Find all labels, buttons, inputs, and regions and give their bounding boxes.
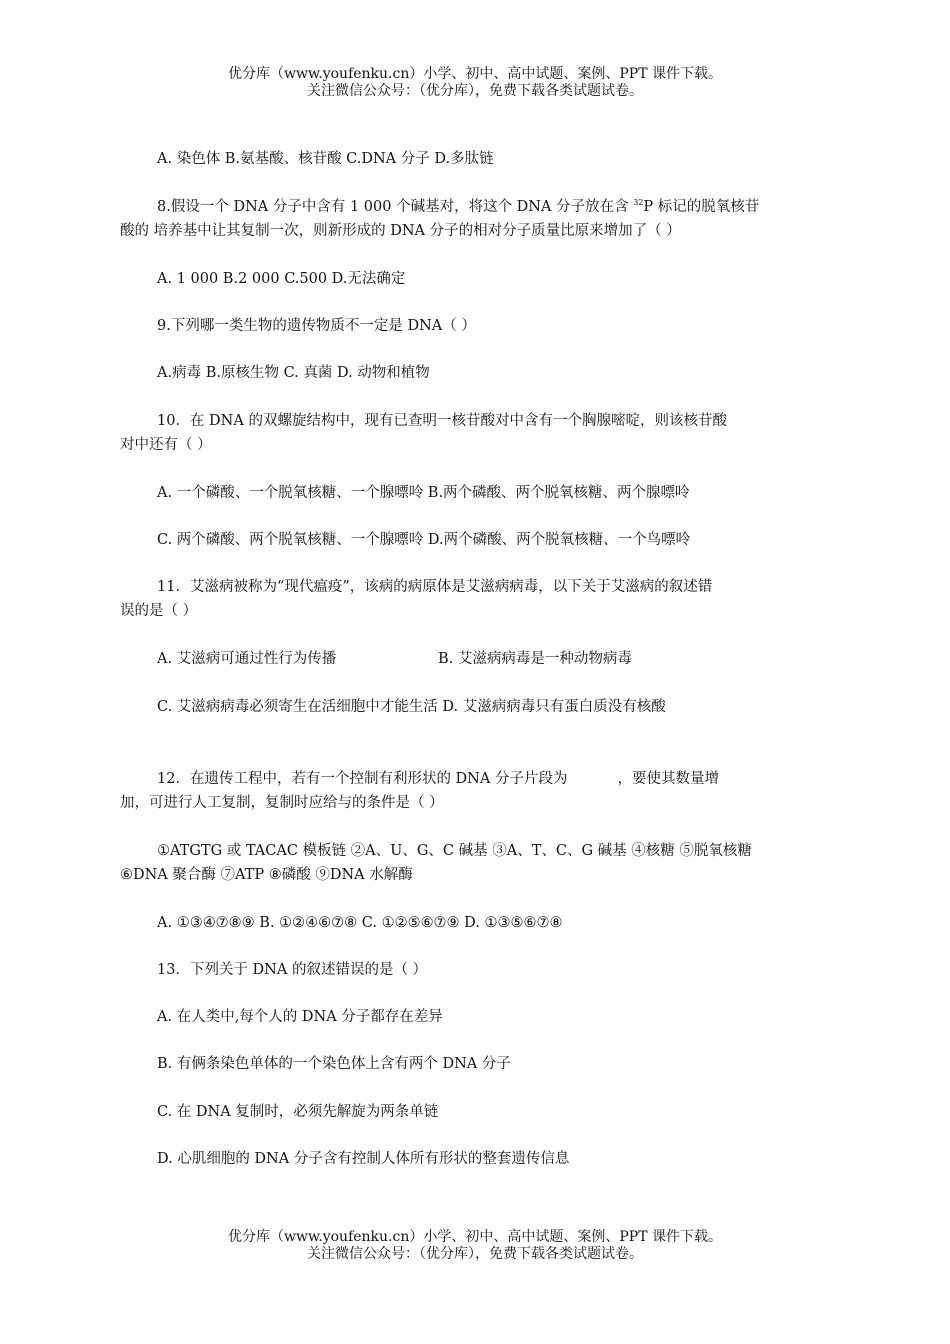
q8-stem-part-2: P 标记的脱氧核苷 — [643, 199, 760, 215]
q9-options: A.病毒 B.原核生物 C. 真菌 D. 动物和植物 — [157, 365, 430, 381]
page-header — [0, 66, 950, 100]
q11-stem-line-1: 11．艾滋病被称为“现代瘟疫”，该病的病原体是艾滋病病毒，以下关于艾滋病的叙述错 — [157, 579, 713, 595]
q7-options: A. 染色体 B.氨基酸、核苷酸 C.DNA 分子 D.多肽链 — [157, 151, 494, 167]
q13-option-a: A. 在人类中,每个人的 DNA 分子都存在差异 — [157, 1009, 443, 1025]
q8-stem-part-1: 8.假设一个 DNA 分子中含有 1 000 个碱基对，将这个 DNA 分子放在含 — [157, 199, 634, 215]
q12-options: A. ①③④⑦⑧⑨ B. ①②④⑥⑦⑧ C. ①②⑤⑥⑦⑨ D. ①③⑤⑥⑦⑧ — [157, 915, 563, 931]
q8-isotope-superscript: 32 — [633, 198, 644, 207]
q10-options-line-1: A. 一个磷酸、一个脱氧核糖、一个腺嘌呤 B.两个磷酸、两个脱氧核糖、两个腺嘌呤 — [157, 485, 690, 501]
header-line-2: 关注微信公众号：（优分库），免费下载各类试题试卷。 — [307, 83, 643, 99]
q12-stem-line-1 — [157, 770, 719, 788]
q11-options-line-2: C. 艾滋病病毒必须寄生在活细胞中才能生活 D. 艾滋病病毒只有蛋白质没有核酸 — [157, 699, 666, 715]
q12-conditions-line-1: ①ATGTG 或 TACAC 模板链 ②A、U、G、C 碱基 ③A、T、C、G 碱基 ④核糖 ⑤脱氧核糖 — [157, 843, 752, 859]
footer-line-1: 优分库（www.youfenku.cn）小学、初中、高中试题、案例、PPT 课件下载。 — [227, 1229, 722, 1245]
q12-conditions-line-2: ⑥DNA 聚合酶 ⑦ATP ⑧磷酸 ⑨DNA 水解酶 — [120, 867, 413, 883]
q11-option-a: A. 艾滋病可通过性行为传播 — [157, 651, 337, 667]
q9-stem: 9.下列哪一类生物的遗传物质不一定是 DNA（ ） — [157, 318, 476, 334]
header-line-1: 优分库（www.youfenku.cn）小学、初中、高中试题、案例、PPT 课件下载。 — [227, 66, 722, 82]
q13-option-c: C. 在 DNA 复制时，必须先解旋为两条单链 — [157, 1104, 439, 1120]
q11-option-b: B. 艾滋病病毒是一种动物病毒 — [438, 651, 632, 667]
q12-stem-line-2: 加，可进行人工复制，复制时应给与的条件是（ ） — [120, 795, 444, 811]
q10-stem-line-1: 10．在 DNA 的双螺旋结构中，现有已查明一核苷酸对中含有一个胸腺嘧啶，则该核苷酸 — [157, 413, 727, 429]
page-footer — [0, 1229, 950, 1263]
q12-stem-part-1: 12．在遗传工程中，若有一个控制有利形状的 DNA 分子片段为 — [157, 771, 568, 787]
q11-stem-line-2: 误的是（ ） — [120, 603, 198, 619]
footer-line-2: 关注微信公众号：（优分库），免费下载各类试题试卷。 — [307, 1246, 643, 1262]
q10-stem-line-2: 对中还有（ ） — [120, 437, 212, 453]
q12-stem-part-2: ，要使其数量增 — [617, 771, 719, 787]
q8-stem-line-1 — [157, 198, 759, 216]
q13-option-d: D. 心肌细胞的 DNA 分子含有控制人体所有形状的整套遗传信息 — [157, 1151, 570, 1167]
q13-option-b: B. 有俩条染色单体的一个染色体上含有两个 DNA 分子 — [157, 1056, 511, 1072]
q13-stem: 13．下列关于 DNA 的叙述错误的是（ ） — [157, 962, 428, 978]
q10-options-line-2: C. 两个磷酸、两个脱氧核糖、一个腺嘌呤 D.两个磷酸、两个脱氧核糖、一个鸟嘌呤 — [157, 532, 691, 548]
q8-options: A. 1 000 B.2 000 C.500 D.无法确定 — [157, 271, 406, 287]
q8-stem-line-2: 酸的 培养基中让其复制一次，则新形成的 DNA 分子的相对分子质量比原来增加了（ ） — [120, 223, 681, 239]
